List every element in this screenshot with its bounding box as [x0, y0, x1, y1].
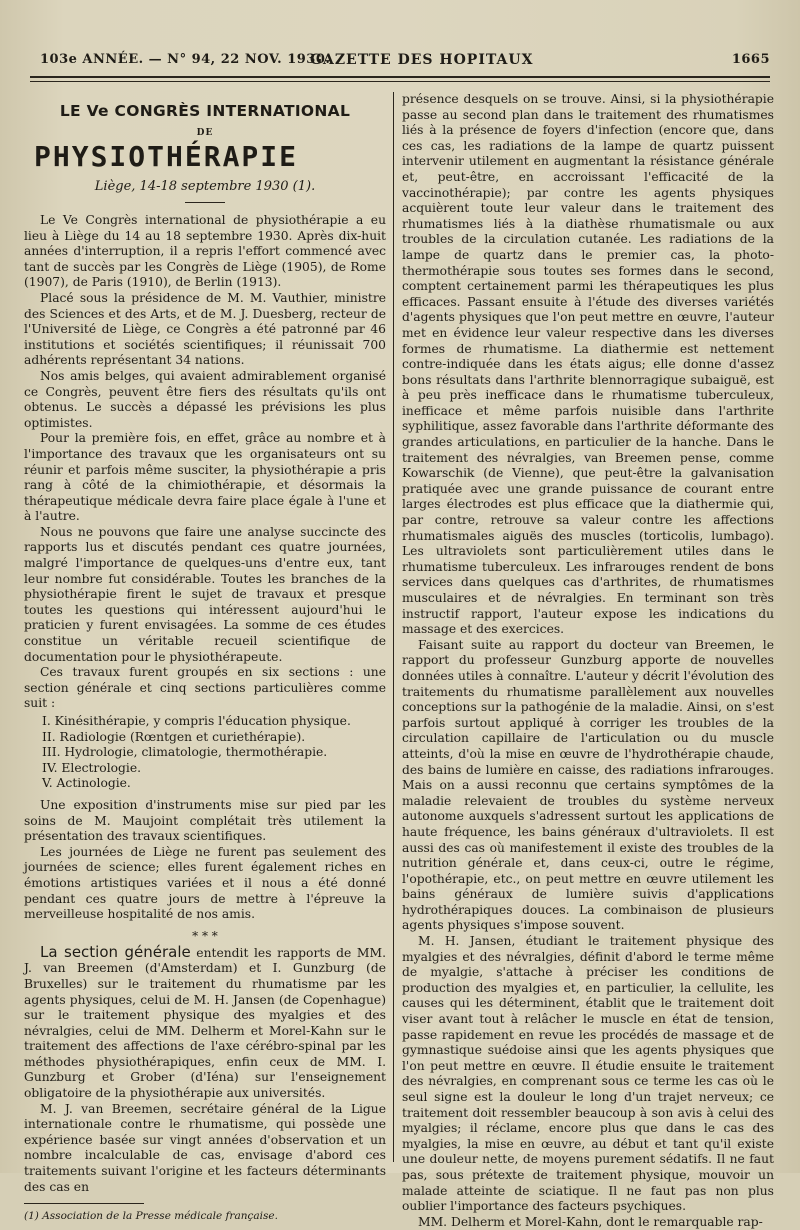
paragraph: Ces travaux furent groupés en six sections : une section générale et cinq sections particulières comme suit : — [24, 665, 386, 711]
left-column — [24, 92, 386, 1222]
paragraph: Pour la première fois, en effet, grâce au nombre et à l'importance des travaux que les organisateurs ont su réunir et parfois même susciter, la physiothérapie a pris rang à côté de la chimiothérapie, et désormais la thérapeutique médicale devra faire place égale à l'une et à l'autre. — [24, 431, 386, 524]
list-item: III. Hydrologie, climatologie, thermothérapie. — [42, 745, 328, 760]
title-separator — [185, 202, 225, 203]
footnote-rule — [24, 1203, 144, 1204]
footnote: (1) Association de la Presse médicale française. — [24, 1210, 278, 1223]
page-header — [30, 52, 770, 74]
list-item: V. Actinologie. — [42, 776, 131, 791]
column-divider — [393, 92, 394, 1162]
paragraph: Le Ve Congrès international de physiothérapie a eu lieu à Liège du 14 au 18 septembre 1930. Après dix-huit années d'interruption, il a repris l'effort commencé avec tant de succès par les Congrès de Liège (1905), de Rome (1907), de Paris (1910), de Berlin (1913). — [24, 213, 386, 290]
paragraph: Une exposition d'instruments mise sur pied par les soins de M. Maujoint complétait très utilement la présentation des travaux scientifiques. — [24, 797, 386, 844]
article-title-de: DE — [196, 128, 214, 138]
paragraph: Les journées de Liège ne furent pas seulement des journées de science; elles furent également riches en émotions artistiques variées et il nous a été donné pendant ces quatre jours de mettre à l'épreuve la merveilleuse hospitalité de nos amis. — [24, 844, 386, 922]
paragraph: MM. Delherm et Morel-Kahn, dont le remarquable rap- — [418, 1214, 763, 1229]
section-lead: La section générale — [40, 942, 191, 961]
paragraph: Faisant suite au rapport du docteur van Breemen, le rapport du professeur Gunzburg apporte de nouvelles données utiles à connaître. L'auteur y décrit l'évolution des traitements du rhumatisme parallèlement aux nouvelles conceptions sur la pathogénie de la maladie. Ainsi, on s'est parfois surtout appliqué à corriger les troubles de la circulation capillaire de l'articulation ou du muscle atteints, d'où la mise en œuvre de l'hydrothérapie chaude, des bains de lumière en caisse, des radiations infrarouges. Mais on a aussi reconnu que certains symptômes de la maladie relevaient de troubles du système nerveux autonome auxquels s'adressent surtout les applications de haute fréquence, les bains généraux d'ultraviolets. Il est aussi des cas où manifestement il existe des troubles de la nutrition générale et, dans ceux-ci, outre le régime, l'opothérapie, etc., on peut mettre en œuvre utilement les bains généraux de lumière suivis d'applications hydrothérapiques douces. La combinaison de plusieurs agents physiques s'impose souvent. — [402, 637, 774, 933]
paragraph: M. J. van Breemen, secrétaire général de la Ligue internationale contre le rhumatisme, qui possède une expérience basée sur vingt années d'observation et un nombre incalculable de cas, envisage d'abord ces traitements suivant l'origine et les facteurs déterminants des cas en — [24, 1101, 386, 1194]
list-item: I. Kinésithérapie, y compris l'éducation physique. — [42, 714, 351, 728]
paragraph: Placé sous la présidence de M. M. Vauthier, ministre des Sciences et des Arts, et de M. J. Duesberg, recteur de l'Université de Liège, ce Congrès a été patronné par 46 institutions et sociétés scientifiques; il réunissait 700 adhérents représentant 34 nations. — [24, 290, 386, 368]
page-number: 1665 — [731, 52, 770, 67]
publication-title: GAZETTE DES HOPITAUX — [310, 52, 534, 68]
header-rule-thin — [30, 81, 770, 82]
article-subtitle: Liège, 14-18 septembre 1930 (1). — [94, 179, 316, 194]
section-paragraph — [24, 942, 386, 1102]
section-paragraph-text: entendit les rapports de MM. J. van Breemen (d'Amsterdam) et I. Gunzburg (de Bruxelles) sur le traitement du rhumatisme par les agents physiques, celui de M. H. Jansen (de Copenhague) sur le traitement physique des myalgies et des névralgies, celui de MM. Delherm et Morel-Kahn sur le traitement des affections de l'axe cérébro-spinal par les méthodes physiothérapiques, enfin ceux de MM. I. Gunzburg et Grober (d'Iéna) sur l'enseignement obligatoire de la physiothérapie aux universités. — [24, 945, 386, 1101]
article-title-line1: LE Ve CONGRÈS INTERNATIONAL — [59, 102, 351, 120]
right-column — [402, 92, 774, 1230]
article-title-line2: PHYSIOTHÉRAPIE — [34, 140, 299, 173]
header-rule — [30, 76, 770, 78]
issue-info: 103e ANNÉE. — N° 94, 22 NOV. 1930. — [40, 52, 331, 67]
list-item: II. Radiologie (Rœntgen et curiethérapie). — [42, 729, 306, 744]
sections-list — [24, 714, 386, 792]
paragraph: Nous ne pouvons que faire une analyse succincte des rapports lus et discutés pendant ces quatre journées, malgré l'importance de quelques-uns d'entre eux, tant leur nombre fut considérable. Toutes les branches de la physiothérapie firent le sujet de travaux et presque toutes les questions qui intéressent aujourd'hui le praticien y furent envisagées. La somme de ces études constitue un véritable recueil scientifique de documentation pour le physiothérapeute. — [24, 524, 386, 664]
paragraph: M. H. Jansen, étudiant le traitement physique des myalgies et des névralgies, définit d'abord le terme même de myalgie, s'attache à préciser les conditions de production des myalgies et, en particulier, la cellulite, les causes qui les déterminent, établit que le traitement doit viser avant tout à relâcher le muscle en état de tension, passe rapidement en revue les procédés de massage et de gymnastique suédoise ainsi que les agents physiques que l'on peut mettre en œuvre. Il étudie ensuite le traitement des névralgies, en comprenant sous ce terme les cas où le seul signe est la douleur le long d'un trajet nerveux; ce traitement doit ressembler beaucoup à son avis à celui des myalgies; il réclame, encore plus que dans le cas des myalgies, la mise en œuvre, au début et tant qu'il existe une douleur nette, de moyens purement sédatifs. Il ne faut pas, sous prétexte de traitement physique, mouvoir un malade atteinte de sciatique. Il ne faut pas non plus oublier l'importance des facteurs psychiques. — [402, 934, 774, 1214]
asterism: * * * — [192, 928, 218, 943]
paragraph: Nos amis belges, qui avaient admirablement organisé ce Congrès, peuvent être fiers des résultats qu'ils ont obtenus. Le succès a dépassé les prévisions les plus optimistes. — [24, 368, 386, 430]
paragraph: présence desquels on se trouve. Ainsi, si la physiothérapie passe au second plan dans le traitement des rhumatismes liés à la présence de foyers d'infection (encore que, dans ces cas, les radiations de la lampe de quartz puissent intervenir utilement en augmentant la résistance générale et, peut-être, en accroissant l'efficacité de la vaccinothérapie); par contre les agents physiques acquièrent toute leur valeur dans le traitement des rhumatismes liés à la diathèse rhumatismale ou aux troubles de la circulation cutanée. Les radiations de la lampe de quartz dans le premier cas, la photo-thermothérapie sous toutes ses formes dans le second, comptent certainement parmi les thérapeutiques les plus efficaces. Passant ensuite à l'étude des diverses variétés d'agents physiques que l'on peut mettre en œuvre, l'auteur met en évidence leur valeur respective dans les diverses formes de rhumatisme. La diathermie est nettement contre-indiquée dans les états aigus; elle donne d'assez bons résultats dans l'arthrite blennorragique subaiguë, est à peu près inefficace dans le rhumatisme tuberculeux, inefficace et même parfois nuisible dans l'arthrite syphilitique, assez favorable dans l'arthrite déformante des grandes articulations, en particulier de la hanche. Dans le traitement des névralgies, van Breemen pense, comme Kowarschik (de Vienne), que peut-être la galvanisation pratiquée avec une grande puissance de courant entre larges électrodes est plus efficace que la diathermie qui, par contre, retrouve sa valeur contre les affections rhumatismales aiguës des muscles (torticolis, lumbago). Les ultraviolets sont particulièrement utiles dans le rhumatisme tuberculeux. Les infrarouges rendent de bons services dans quelques cas d'arthrites, de rhumatismes musculaires et de névralgies. En terminant son très instructif rapport, l'auteur expose les indications du massage et des exercices. — [402, 92, 774, 637]
list-item: IV. Electrologie. — [42, 760, 142, 775]
